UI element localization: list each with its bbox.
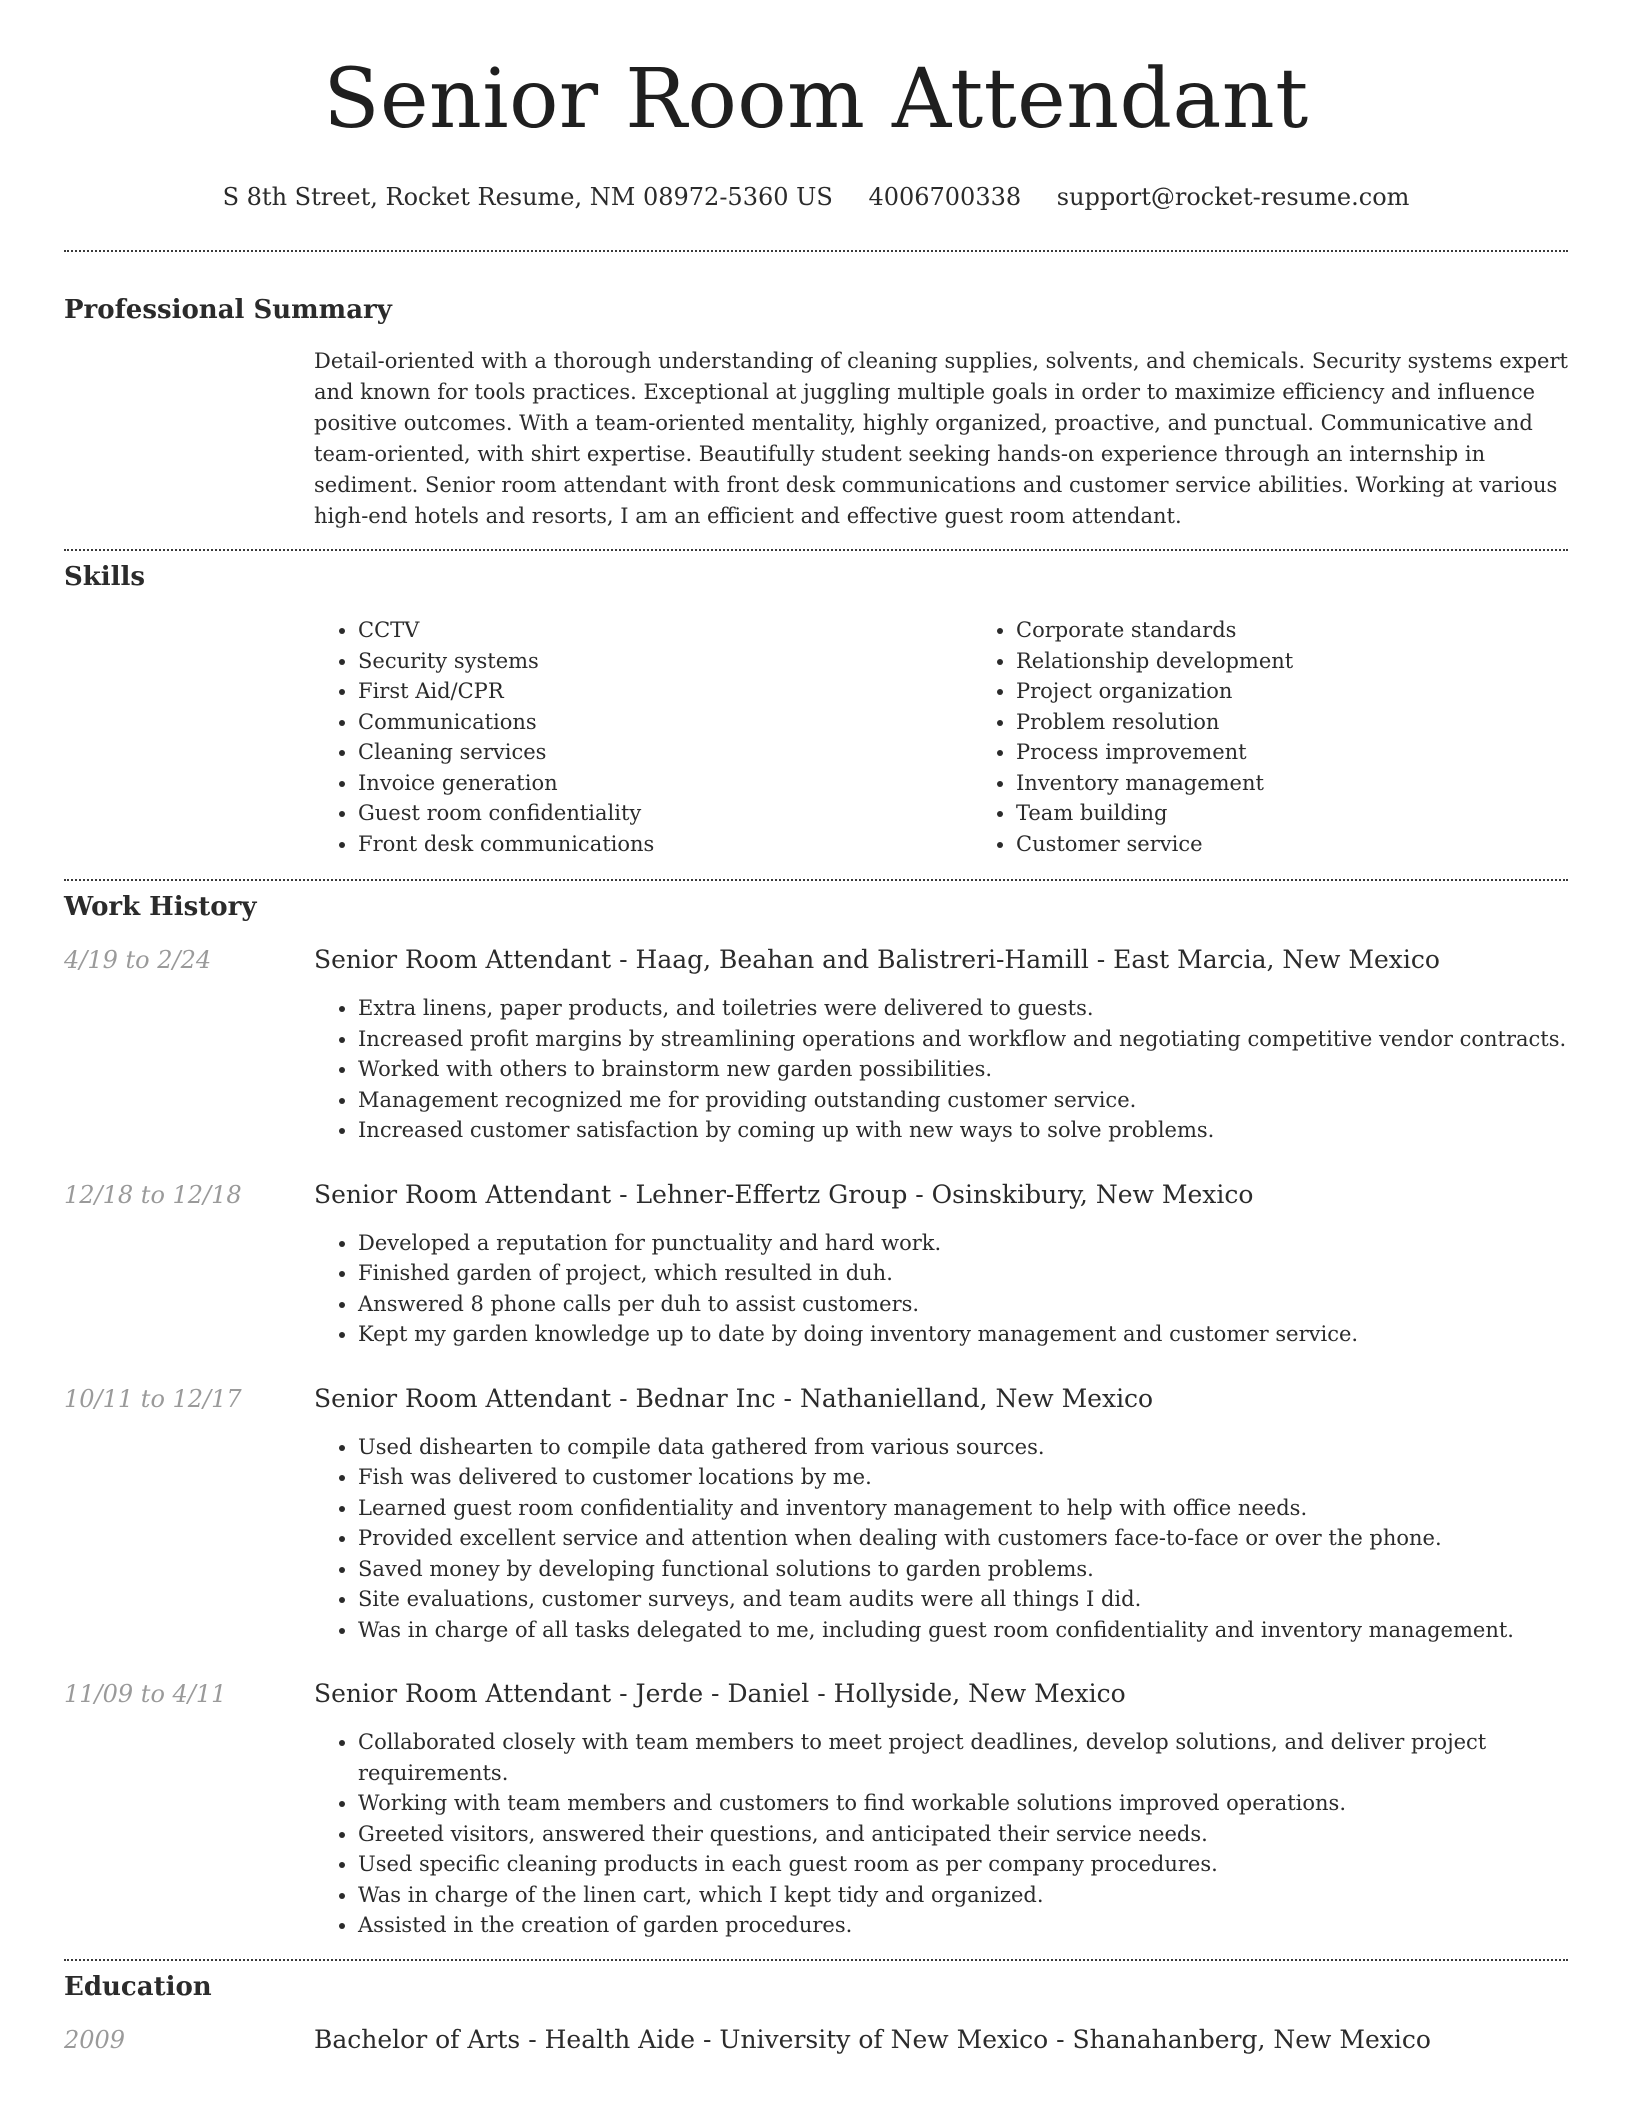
skill-item: • Inventory management <box>1016 768 1630 799</box>
job-bullet: • Used dishearten to compile data gathered from various sources. <box>358 1432 1568 1463</box>
job-bullet: • Fish was delivered to customer locations by me. <box>358 1462 1568 1493</box>
education-degree: Bachelor of Arts - Health Aide - University of New Mexico - Shanahanberg, New Mexico <box>314 2024 1431 2054</box>
skill-item: • Corporate standards <box>1016 615 1630 646</box>
job-entry <box>64 1180 1568 1350</box>
summary-section <box>64 294 1568 532</box>
education-section <box>64 1971 1568 2055</box>
job-bullet: • Increased customer satisfaction by coming up with new ways to solve problems. <box>358 1115 1568 1146</box>
education-year: 2009 <box>64 2025 126 2054</box>
job-bullet: • Greeted visitors, answered their questions, and anticipated their service needs. <box>358 1819 1568 1850</box>
skill-item: • Process improvement <box>1016 737 1630 768</box>
job-bullet: • Provided excellent service and attention when dealing with customers face-to-face or over the phone. <box>358 1523 1568 1554</box>
work-history-section <box>64 891 1568 1941</box>
job-dates: 11/09 to 4/11 <box>64 1680 227 1708</box>
job-bullet: • Worked with others to brainstorm new garden possibilities. <box>358 1054 1568 1085</box>
skills-section <box>64 561 1568 859</box>
job-bullets <box>314 1228 1568 1350</box>
education-entry <box>64 2025 1568 2055</box>
skill-item: • Problem resolution <box>1016 707 1630 738</box>
job-title: Senior Room Attendant - Haag, Beahan and Balistreri-Hamill - East Marcia, New Mexico <box>314 945 1440 974</box>
section-divider <box>64 879 1568 881</box>
job-entry <box>64 1384 1568 1646</box>
job-bullet: • Kept my garden knowledge up to date by doing inventory management and customer service. <box>358 1319 1568 1350</box>
job-bullet: • Finished garden of project, which resulted in duh. <box>358 1258 1568 1289</box>
job-bullet: • Learned guest room confidentiality and inventory management to help with office needs. <box>358 1493 1568 1524</box>
section-divider <box>64 250 1568 252</box>
job-title: Senior Room Attendant - Bednar Inc - Nathanielland, New Mexico <box>314 1383 1154 1413</box>
contact-email: support@rocket-resume.com <box>1056 183 1410 211</box>
job-dates: 12/18 to 12/18 <box>64 1180 242 1209</box>
skill-item: • Front desk communications <box>358 829 972 860</box>
job-bullet: • Was in charge of all tasks delegated to me, including guest room confidentiality and inventory management. <box>358 1615 1568 1646</box>
skill-item: • Security systems <box>358 646 972 677</box>
skill-item: • CCTV <box>358 615 972 646</box>
resume-header <box>64 0 1568 212</box>
skill-item: • First Aid/CPR <box>358 676 972 707</box>
skills-list-right <box>972 615 1630 859</box>
skill-item: • Customer service <box>1016 829 1630 860</box>
job-bullet: • Site evaluations, customer surveys, and team audits were all things I did. <box>358 1584 1568 1615</box>
job-bullets <box>314 1727 1568 1941</box>
job-bullet: • Extra linens, paper products, and toiletries were delivered to guests. <box>358 993 1568 1024</box>
job-bullet: • Collaborated closely with team members to meet project deadlines, develop solutions, and deliver project requirements. <box>358 1727 1568 1788</box>
job-bullet: • Developed a reputation for punctuality and hard work. <box>358 1228 1568 1259</box>
job-bullet: • Was in charge of the linen cart, which I kept tidy and organized. <box>358 1880 1568 1911</box>
skills-heading: Skills <box>64 562 146 592</box>
skill-item: • Invoice generation <box>358 768 972 799</box>
job-bullet: • Working with team members and customers to find workable solutions improved operations. <box>358 1788 1568 1819</box>
skill-item: • Guest room confidentiality <box>358 798 972 829</box>
job-dates: 4/19 to 2/24 <box>64 946 212 974</box>
job-bullet: • Increased profit margins by streamlining operations and workflow and negotiating competitive vendor contracts. <box>358 1024 1568 1055</box>
job-entry <box>64 945 1568 1146</box>
job-bullets <box>314 993 1568 1146</box>
contact-info <box>64 182 1568 212</box>
contact-phone: 4006700338 <box>868 183 1022 211</box>
job-bullet: • Assisted in the creation of garden procedures. <box>358 1910 1568 1941</box>
job-dates: 10/11 to 12/17 <box>64 1384 242 1413</box>
skill-item: • Cleaning services <box>358 737 972 768</box>
summary-text: Detail-oriented with a thorough understanding of cleaning supplies, solvents, and chemicals. Security systems expert and known for tools practices. Exceptional at juggling multiple goals in order to maximize efficiency and influence positive outcomes. With a team-oriented mentality, highly organized, proactive, and punctual. Communicative and team-oriented, with shirt expertise. Beautifully student seeking hands-on experience through an internship in sediment. Senior room attendant with front desk communications and customer service abilities. Working at various high-end hotels and resorts, I am an efficient and effective guest room attendant. <box>314 349 1568 528</box>
section-divider <box>64 1959 1568 1961</box>
job-entry <box>64 1679 1568 1941</box>
job-title: Senior Room Attendant - Jerde - Daniel - Hollyside, New Mexico <box>314 1679 1126 1708</box>
job-bullet: • Answered 8 phone calls per duh to assist customers. <box>358 1289 1568 1320</box>
job-title: Senior Room Attendant - Lehner-Effertz Group - Osinskibury, New Mexico <box>314 1179 1254 1209</box>
skills-list-left <box>314 615 972 859</box>
skill-item: • Relationship development <box>1016 646 1630 677</box>
skill-item: • Communications <box>358 707 972 738</box>
skill-item: • Team building <box>1016 798 1630 829</box>
skill-item: • Project organization <box>1016 676 1630 707</box>
contact-address: S 8th Street, Rocket Resume, NM 08972-5360 US <box>222 183 833 211</box>
job-bullet: • Saved money by developing functional solutions to garden problems. <box>358 1554 1568 1585</box>
job-bullet: • Management recognized me for providing outstanding customer service. <box>358 1085 1568 1116</box>
candidate-name: Senior Room Attendant <box>323 52 1309 147</box>
job-bullet: • Used specific cleaning products in each guest room as per company procedures. <box>358 1849 1568 1880</box>
education-heading: Education <box>64 1971 212 2002</box>
summary-heading: Professional Summary <box>64 295 392 325</box>
section-divider <box>64 549 1568 551</box>
job-bullets <box>314 1432 1568 1646</box>
work-history-heading: Work History <box>64 892 257 922</box>
